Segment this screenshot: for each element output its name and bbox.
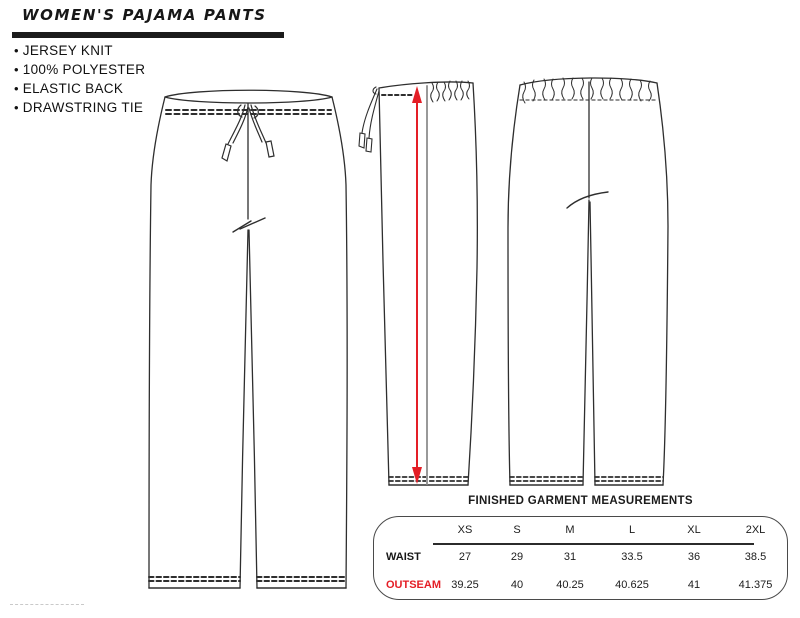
outseam-value: 40.625: [615, 579, 649, 591]
side-view-drawing: [352, 58, 482, 494]
back-right-outseam: [657, 83, 668, 485]
table-corner-cell: [374, 517, 438, 543]
front-right-outseam: [332, 97, 347, 588]
front-hems: [149, 577, 346, 588]
side-back-edge: [468, 83, 477, 485]
front-left-inseam: [240, 230, 248, 588]
title-underline-bar: [12, 32, 284, 38]
back-hems: [510, 477, 663, 485]
waist-value: 29: [510, 551, 524, 563]
back-elastic-shirring: [523, 78, 652, 103]
size-col-header: XL: [687, 524, 701, 536]
feature-item: • DRAWSTRING TIE: [14, 98, 145, 117]
stray-faint-line: [10, 604, 84, 605]
feature-item: • 100% POLYESTER: [14, 60, 145, 79]
outseam-value: 41: [687, 579, 701, 591]
outseam-arrow: [412, 86, 422, 484]
outseam-value: 40.25: [556, 579, 584, 591]
back-view-drawing: [493, 58, 678, 494]
outseam-row-label: OUTSEAM: [386, 579, 441, 591]
size-col-header: XS: [457, 524, 473, 536]
side-front-edge: [379, 88, 389, 485]
front-right-inseam: [249, 230, 257, 588]
waist-value: 31: [563, 551, 577, 563]
back-left-outseam: [508, 85, 520, 485]
side-elastic-shirring: [431, 81, 470, 102]
outseam-value: 40: [510, 579, 524, 591]
table-header-rule: [433, 543, 754, 545]
waist-value: 27: [458, 551, 472, 563]
waist-value: 33.5: [621, 551, 643, 563]
size-col-header: 2XL: [745, 524, 766, 536]
back-right-inseam: [590, 202, 595, 485]
front-view-drawing: [138, 80, 360, 598]
measurements-heading: FINISHED GARMENT MEASUREMENTS: [468, 495, 693, 507]
waist-value: 36: [687, 551, 701, 563]
size-col-header: L: [628, 524, 636, 536]
size-col-header: M: [565, 524, 575, 536]
feature-item: • JERSEY KNIT: [14, 41, 145, 60]
outseam-value: 41.375: [738, 579, 773, 591]
front-left-outseam: [149, 97, 165, 588]
size-col-header: S: [513, 524, 521, 536]
side-drawstring: [359, 87, 379, 152]
waist-value: 38.5: [744, 551, 767, 563]
page-title: WOMEN'S PAJAMA PANTS: [22, 6, 267, 24]
measurements-table: [373, 516, 788, 600]
back-break-mark: [567, 192, 608, 208]
feature-list: [14, 41, 145, 117]
waist-row-label: WAIST: [386, 551, 421, 563]
feature-item: • ELASTIC BACK: [14, 79, 145, 98]
back-left-inseam: [583, 200, 589, 485]
outseam-value: 39.25: [451, 579, 479, 591]
